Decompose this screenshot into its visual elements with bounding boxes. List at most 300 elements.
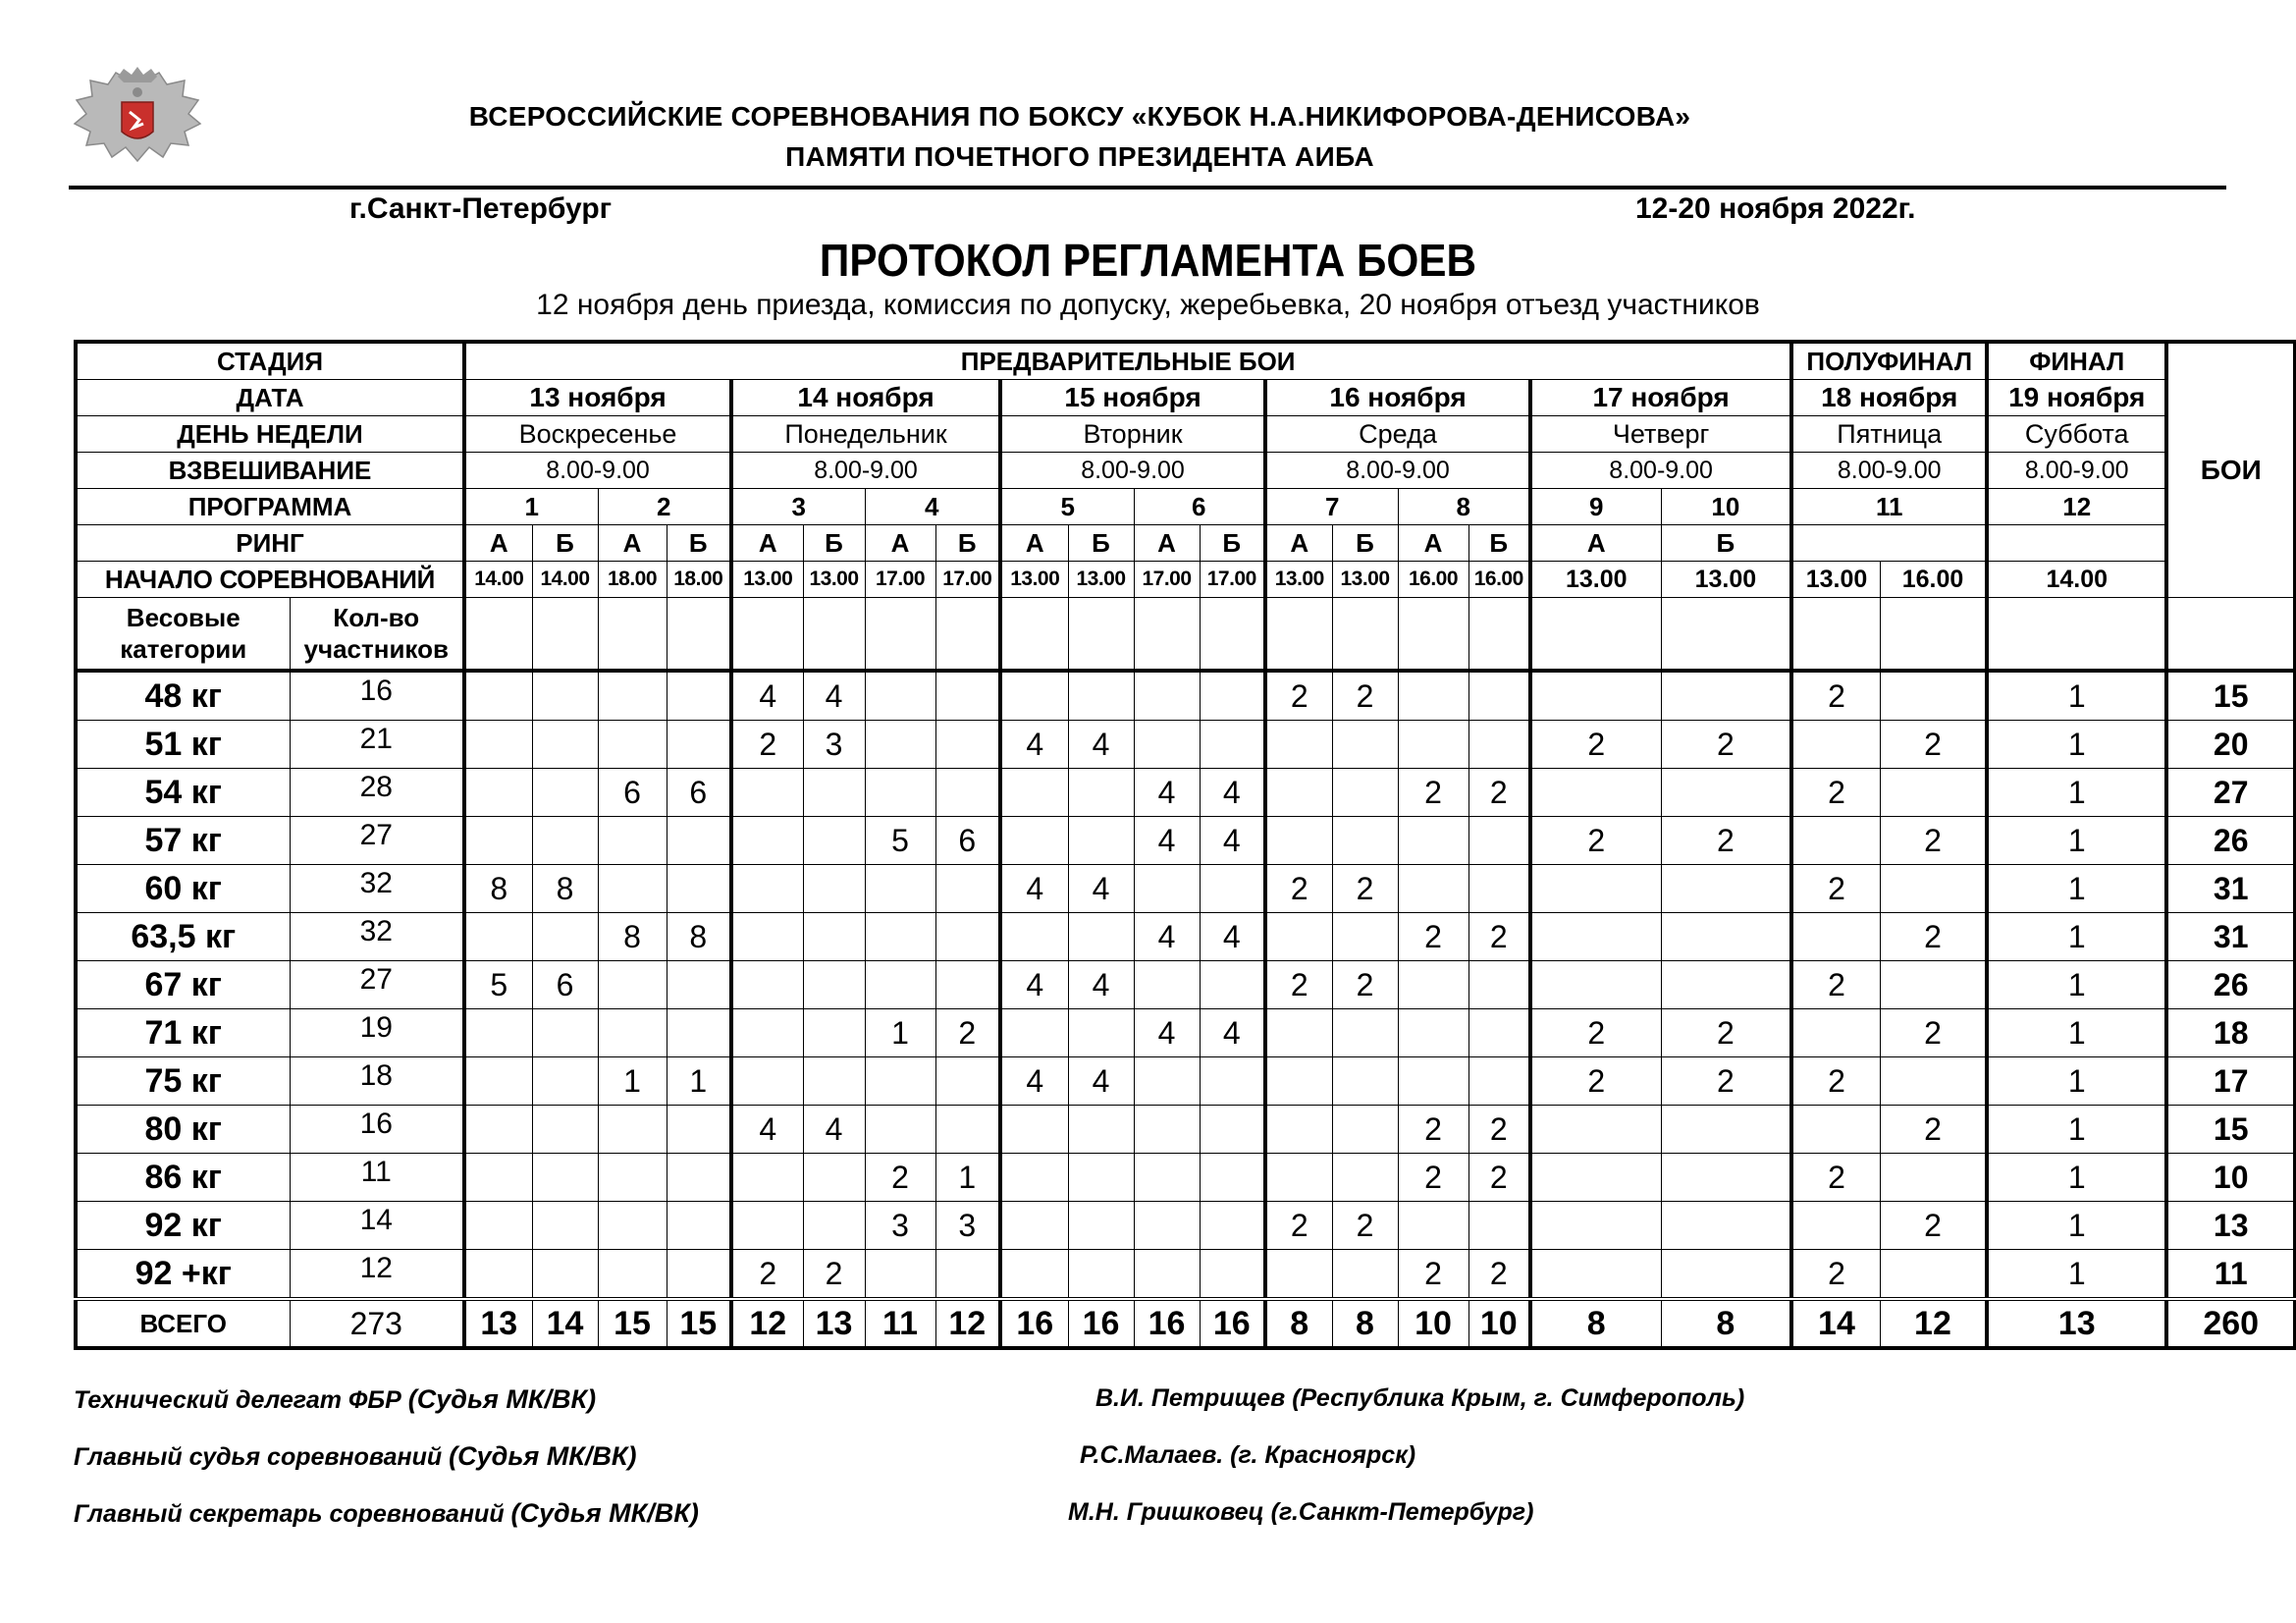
program-label: ПРОГРАММА	[76, 489, 464, 525]
participant-count: 18	[290, 1057, 464, 1106]
fight-count-cell	[1134, 961, 1200, 1009]
fight-count-cell	[1134, 865, 1200, 913]
fight-count-cell: 1	[1987, 817, 2166, 865]
fight-count-cell	[667, 1154, 731, 1202]
fight-count-cell	[803, 1202, 865, 1250]
day-date: 17 ноября	[1530, 380, 1791, 416]
fight-count-cell	[1791, 817, 1880, 865]
fight-count-cell	[935, 1106, 1000, 1154]
fight-count-cell	[667, 817, 731, 865]
fight-count-cell: 1	[598, 1057, 667, 1106]
fight-count-cell	[1068, 913, 1134, 961]
fight-count-cell	[532, 913, 598, 961]
fight-count-cell	[1332, 1009, 1398, 1057]
fight-count-cell: 5	[464, 961, 532, 1009]
fight-count-cell: 2	[1661, 721, 1791, 769]
column-total: 11	[865, 1299, 935, 1348]
fight-count-cell	[865, 913, 935, 961]
fight-count-cell: 2	[935, 1009, 1000, 1057]
fight-count-cell: 2	[1880, 721, 1987, 769]
fight-count-cell	[1000, 769, 1068, 817]
fight-count-cell: 5	[865, 817, 935, 865]
participant-count: 28	[290, 769, 464, 817]
fight-count-cell	[1200, 1057, 1265, 1106]
start-time: 17.00	[935, 562, 1000, 598]
ring-letter: Б	[1332, 525, 1398, 562]
start-time: 13.00	[1661, 562, 1791, 598]
blank-cell	[1200, 598, 1265, 672]
blank-cell	[1468, 598, 1530, 672]
blank-cell	[1000, 598, 1068, 672]
coat-of-arms-emblem	[69, 63, 206, 171]
fight-count-cell	[532, 1250, 598, 1300]
weighing-time: 8.00-9.00	[1987, 453, 2166, 489]
weighing-label: ВЗВЕШИВАНИЕ	[76, 453, 464, 489]
fight-count-cell	[667, 1009, 731, 1057]
fight-count-cell	[1265, 1154, 1332, 1202]
weight-category: 67 кг	[76, 961, 290, 1009]
fight-count-cell: 1	[1987, 721, 2166, 769]
blank-cell	[865, 598, 935, 672]
program-number: 10	[1661, 489, 1791, 525]
weight-category-row	[76, 961, 2295, 1009]
fight-count-cell: 4	[731, 671, 803, 721]
fight-count-cell	[731, 1009, 803, 1057]
fight-count-cell	[1000, 913, 1068, 961]
row-total-fights: 27	[2166, 769, 2295, 817]
weighing-time: 8.00-9.00	[1530, 453, 1791, 489]
fight-count-cell: 2	[1265, 1202, 1332, 1250]
city-label: г.Санкт-Петербург	[349, 192, 613, 225]
fight-count-cell: 2	[1468, 913, 1530, 961]
weight-category: 63,5 кг	[76, 913, 290, 961]
fight-count-cell	[1068, 817, 1134, 865]
participant-count: 27	[290, 961, 464, 1009]
fight-count-cell	[865, 671, 935, 721]
column-total: 12	[731, 1299, 803, 1348]
fight-count-cell	[1200, 1250, 1265, 1300]
fight-count-cell	[865, 769, 935, 817]
participant-count: 27	[290, 817, 464, 865]
fight-count-cell	[1530, 1154, 1661, 1202]
fight-count-cell: 2	[1661, 1009, 1791, 1057]
fight-count-cell	[1661, 961, 1791, 1009]
column-total: 15	[598, 1299, 667, 1348]
fight-count-cell	[532, 1202, 598, 1250]
fight-count-cell	[598, 1009, 667, 1057]
fight-count-cell	[1000, 1154, 1068, 1202]
fight-count-cell	[865, 865, 935, 913]
fight-count-cell: 2	[1791, 865, 1880, 913]
fight-count-cell	[1000, 1106, 1068, 1154]
start-time: 17.00	[1134, 562, 1200, 598]
fight-count-cell	[865, 961, 935, 1009]
fight-count-cell: 4	[1134, 1009, 1200, 1057]
fight-count-cell: 2	[1880, 913, 1987, 961]
weight-category-row	[76, 671, 2295, 721]
fight-count-cell	[731, 913, 803, 961]
day-date: 16 ноября	[1265, 380, 1530, 416]
program-number: 6	[1134, 489, 1265, 525]
participant-count: 16	[290, 671, 464, 721]
fight-count-cell	[1530, 1250, 1661, 1300]
fight-count-cell	[532, 1009, 598, 1057]
fight-count-cell: 6	[532, 961, 598, 1009]
fight-count-cell: 2	[1398, 769, 1468, 817]
day-date: 15 ноября	[1000, 380, 1265, 416]
fight-count-cell: 2	[1791, 769, 1880, 817]
fight-count-cell: 4	[731, 1106, 803, 1154]
fight-count-cell	[1265, 721, 1332, 769]
row-total-fights: 15	[2166, 671, 2295, 721]
ring-letter: А	[865, 525, 935, 562]
fight-count-cell: 2	[1332, 961, 1398, 1009]
fight-count-cell	[865, 721, 935, 769]
weight-category-row	[76, 1154, 2295, 1202]
weight-category-row	[76, 1106, 2295, 1154]
fight-count-cell	[1265, 913, 1332, 961]
start-time: 13.00	[1000, 562, 1068, 598]
fight-count-cell	[1398, 1057, 1468, 1106]
fight-count-cell: 2	[1265, 865, 1332, 913]
fight-count-cell	[1530, 865, 1661, 913]
fight-count-cell: 8	[598, 913, 667, 961]
fight-count-cell	[1265, 769, 1332, 817]
stage-semifinal: ПОЛУФИНАЛ	[1791, 342, 1987, 380]
signature-row	[74, 1384, 596, 1415]
fight-count-cell: 2	[1880, 1202, 1987, 1250]
ring-letter: А	[731, 525, 803, 562]
fight-count-cell: 2	[803, 1250, 865, 1300]
fight-count-cell	[1068, 769, 1134, 817]
signature-name: В.И. Петрищев (Республика Крым, г. Симферополь)	[1095, 1384, 1745, 1412]
fight-count-cell	[1265, 1009, 1332, 1057]
blank-cell	[1265, 598, 1332, 672]
start-time: 18.00	[598, 562, 667, 598]
fight-count-cell: 1	[1987, 865, 2166, 913]
fight-count-cell: 1	[1987, 671, 2166, 721]
ring-letter: Б	[935, 525, 1000, 562]
weight-category-row	[76, 913, 2295, 961]
fight-count-cell	[1332, 1057, 1398, 1106]
ring-empty	[1791, 525, 1987, 562]
fight-count-cell	[464, 1057, 532, 1106]
signature-name: М.Н. Гришковец (г.Санкт-Петербург)	[1068, 1498, 1534, 1526]
weekday-label: ДЕНЬ НЕДЕЛИ	[76, 416, 464, 453]
start-time: 17.00	[1200, 562, 1265, 598]
day-weekday: Понедельник	[731, 416, 1000, 453]
fight-count-cell: 1	[1987, 1009, 2166, 1057]
fight-count-cell	[464, 913, 532, 961]
participant-count: 16	[290, 1106, 464, 1154]
fight-count-cell: 2	[1791, 671, 1880, 721]
fight-count-cell	[1530, 671, 1661, 721]
weight-category: 60 кг	[76, 865, 290, 913]
weight-category: 48 кг	[76, 671, 290, 721]
fight-count-cell: 2	[1880, 1009, 1987, 1057]
fight-count-cell	[1200, 1202, 1265, 1250]
fight-count-cell	[803, 1009, 865, 1057]
fight-count-cell	[1000, 817, 1068, 865]
fight-count-cell: 2	[731, 721, 803, 769]
weight-category: 71 кг	[76, 1009, 290, 1057]
blank-cell	[935, 598, 1000, 672]
fight-count-cell: 2	[1530, 721, 1661, 769]
fight-count-cell: 4	[1000, 721, 1068, 769]
blank-cell	[1880, 598, 1987, 672]
start-time: 16.00	[1468, 562, 1530, 598]
fight-count-cell: 2	[1791, 961, 1880, 1009]
fight-count-cell: 1	[1987, 1057, 2166, 1106]
weighing-time: 8.00-9.00	[1791, 453, 1987, 489]
fight-count-cell	[731, 769, 803, 817]
weight-category: 57 кг	[76, 817, 290, 865]
fight-count-cell: 1	[1987, 1202, 2166, 1250]
fight-count-cell	[532, 1106, 598, 1154]
weighing-time: 8.00-9.00	[731, 453, 1000, 489]
fight-count-cell: 2	[731, 1250, 803, 1300]
column-total: 16	[1134, 1299, 1200, 1348]
ring-letter: Б	[1661, 525, 1791, 562]
date-range: 12-20 ноября 2022г.	[1635, 192, 1916, 225]
blank-cell	[2166, 598, 2295, 672]
fight-count-cell	[803, 1154, 865, 1202]
signature-grade: (Судья МК/ВК)	[407, 1384, 597, 1414]
column-total: 10	[1468, 1299, 1530, 1348]
start-time: 14.00	[464, 562, 532, 598]
fight-count-cell	[1661, 1250, 1791, 1300]
row-total-fights: 31	[2166, 913, 2295, 961]
start-time: 13.00	[1332, 562, 1398, 598]
start-time: 13.00	[731, 562, 803, 598]
column-total: 8	[1265, 1299, 1332, 1348]
fight-count-cell	[1332, 769, 1398, 817]
weight-category-row	[76, 1250, 2295, 1300]
participant-count: 32	[290, 865, 464, 913]
fight-count-cell	[1068, 1009, 1134, 1057]
fight-count-cell	[935, 1250, 1000, 1300]
signature-grade: (Судья МК/ВК)	[449, 1441, 637, 1471]
fight-count-cell	[1468, 961, 1530, 1009]
row-total-fights: 26	[2166, 961, 2295, 1009]
fight-count-cell: 8	[532, 865, 598, 913]
fight-count-cell: 2	[1530, 1057, 1661, 1106]
ring-empty	[1987, 525, 2166, 562]
column-total: 16	[1200, 1299, 1265, 1348]
fight-count-cell	[803, 913, 865, 961]
blank-cell	[1987, 598, 2166, 672]
weight-category: 86 кг	[76, 1154, 290, 1202]
fight-count-cell	[1530, 769, 1661, 817]
fight-count-cell	[1068, 1250, 1134, 1300]
ring-letter: А	[1530, 525, 1661, 562]
fight-count-cell	[1134, 1057, 1200, 1106]
weight-category: 75 кг	[76, 1057, 290, 1106]
weighing-time: 8.00-9.00	[1000, 453, 1265, 489]
ring-letter: А	[1398, 525, 1468, 562]
fight-count-cell: 6	[935, 817, 1000, 865]
fight-count-cell: 4	[1200, 913, 1265, 961]
fight-count-cell: 4	[1000, 961, 1068, 1009]
fight-count-cell	[1332, 721, 1398, 769]
fight-count-cell: 2	[1398, 913, 1468, 961]
signature-grade: (Судья МК/ВК)	[510, 1498, 699, 1528]
fight-count-cell: 4	[1068, 961, 1134, 1009]
fight-count-cell	[1200, 865, 1265, 913]
row-total-fights: 10	[2166, 1154, 2295, 1202]
fight-count-cell: 2	[1468, 1106, 1530, 1154]
fight-count-cell: 1	[1987, 961, 2166, 1009]
column-total: 8	[1332, 1299, 1398, 1348]
fight-count-cell: 2	[1332, 865, 1398, 913]
fight-count-cell	[464, 817, 532, 865]
row-total-fights: 17	[2166, 1057, 2295, 1106]
fight-count-cell	[1880, 1057, 1987, 1106]
fight-count-cell	[598, 961, 667, 1009]
participant-count: 21	[290, 721, 464, 769]
ring-letter: А	[1265, 525, 1332, 562]
fight-count-cell: 2	[1880, 1106, 1987, 1154]
fight-count-cell: 2	[865, 1154, 935, 1202]
fight-count-cell	[532, 817, 598, 865]
fight-schedule-table	[74, 340, 2296, 1350]
weight-category: 92 кг	[76, 1202, 290, 1250]
program-number: 12	[1987, 489, 2166, 525]
fight-count-cell	[731, 817, 803, 865]
fight-count-cell	[1791, 1106, 1880, 1154]
column-total: 12	[1880, 1299, 1987, 1348]
fight-count-cell	[1530, 1202, 1661, 1250]
fight-count-cell	[1530, 913, 1661, 961]
fight-count-cell	[1530, 961, 1661, 1009]
fight-count-cell	[1468, 1009, 1530, 1057]
participants-header: Кол-во участников	[290, 598, 464, 672]
fight-count-cell	[1068, 1154, 1134, 1202]
blank-cell	[1661, 598, 1791, 672]
blank-cell	[1791, 598, 1880, 672]
weight-category-row	[76, 721, 2295, 769]
stage-preliminary: ПРЕДВАРИТЕЛЬНЫЕ БОИ	[464, 342, 1791, 380]
ring-letter: Б	[667, 525, 731, 562]
fight-count-cell	[1200, 1106, 1265, 1154]
fight-count-cell: 2	[1468, 1250, 1530, 1300]
fight-count-cell	[1661, 865, 1791, 913]
fight-count-cell: 1	[1987, 913, 2166, 961]
fight-count-cell	[667, 1250, 731, 1300]
fight-count-cell: 1	[667, 1057, 731, 1106]
fight-count-cell	[935, 865, 1000, 913]
fight-count-cell	[464, 671, 532, 721]
fight-count-cell	[1468, 721, 1530, 769]
document-title: ПРОТОКОЛ РЕГЛАМЕНТА БОЕВ	[819, 235, 1477, 286]
fight-count-cell: 4	[1000, 1057, 1068, 1106]
fight-count-cell	[1265, 1057, 1332, 1106]
fight-count-cell	[935, 1057, 1000, 1106]
start-time: 13.00	[1791, 562, 1880, 598]
weight-header-row	[76, 598, 2295, 672]
program-number: 2	[598, 489, 731, 525]
fight-count-cell	[464, 1202, 532, 1250]
fight-count-cell	[731, 961, 803, 1009]
day-weekday: Суббота	[1987, 416, 2166, 453]
fight-count-cell	[731, 865, 803, 913]
fight-count-cell	[1880, 769, 1987, 817]
fight-count-cell: 1	[1987, 1250, 2166, 1300]
weight-categories-header: Весовые категории	[76, 598, 290, 672]
day-weekday: Вторник	[1000, 416, 1265, 453]
fight-count-cell	[1134, 1250, 1200, 1300]
program-number: 11	[1791, 489, 1987, 525]
fight-count-cell: 4	[1134, 817, 1200, 865]
start-time: 18.00	[667, 562, 731, 598]
document-subtitle: 12 ноября день приезда, комиссия по допуску, жеребьевка, 20 ноября отъезд участников	[536, 289, 1760, 321]
fight-count-cell	[598, 1154, 667, 1202]
fight-count-cell	[464, 769, 532, 817]
fight-count-cell	[667, 1106, 731, 1154]
day-date: 18 ноября	[1791, 380, 1987, 416]
fight-count-cell	[935, 721, 1000, 769]
date-label: ДАТА	[76, 380, 464, 416]
fight-count-cell	[865, 1057, 935, 1106]
fight-count-cell: 1	[1987, 1106, 2166, 1154]
start-time: 13.00	[1265, 562, 1332, 598]
fight-count-cell: 4	[803, 671, 865, 721]
fight-count-cell	[1880, 671, 1987, 721]
fight-count-cell	[598, 817, 667, 865]
fight-count-cell: 2	[1332, 1202, 1398, 1250]
signature-role: Технический делегат ФБР	[74, 1386, 408, 1414]
blank-cell	[1398, 598, 1468, 672]
start-time: 14.00	[532, 562, 598, 598]
fight-count-cell	[1530, 1106, 1661, 1154]
fight-count-cell: 2	[1880, 817, 1987, 865]
column-total: 13	[1987, 1299, 2166, 1348]
fight-count-cell	[803, 1057, 865, 1106]
fight-count-cell: 1	[1987, 1154, 2166, 1202]
fight-count-cell: 6	[598, 769, 667, 817]
blank-cell	[731, 598, 803, 672]
fight-count-cell	[1468, 1057, 1530, 1106]
fight-count-cell	[1265, 1106, 1332, 1154]
weighing-time: 8.00-9.00	[464, 453, 731, 489]
column-total: 8	[1530, 1299, 1661, 1348]
fight-count-cell	[532, 1154, 598, 1202]
fight-count-cell	[1880, 961, 1987, 1009]
ring-letter: Б	[1468, 525, 1530, 562]
fight-count-cell	[598, 721, 667, 769]
start-time: 17.00	[865, 562, 935, 598]
weighing-time: 8.00-9.00	[1265, 453, 1530, 489]
fight-count-cell	[1068, 671, 1134, 721]
fight-count-cell	[865, 1106, 935, 1154]
fight-count-cell: 2	[1468, 1154, 1530, 1202]
fight-count-cell: 2	[1530, 1009, 1661, 1057]
start-time: 13.00	[1068, 562, 1134, 598]
fights-header: БОИ	[2166, 342, 2295, 598]
day-weekday: Пятница	[1791, 416, 1987, 453]
column-total: 13	[464, 1299, 532, 1348]
fight-count-cell: 1	[865, 1009, 935, 1057]
ring-letter: Б	[532, 525, 598, 562]
header-divider	[69, 186, 2226, 189]
column-total: 14	[532, 1299, 598, 1348]
fight-count-cell: 2	[1265, 961, 1332, 1009]
ring-letter: А	[1000, 525, 1068, 562]
fight-count-cell	[532, 1057, 598, 1106]
fight-count-cell	[865, 1250, 935, 1300]
blank-cell	[464, 598, 532, 672]
fight-count-cell	[1000, 671, 1068, 721]
